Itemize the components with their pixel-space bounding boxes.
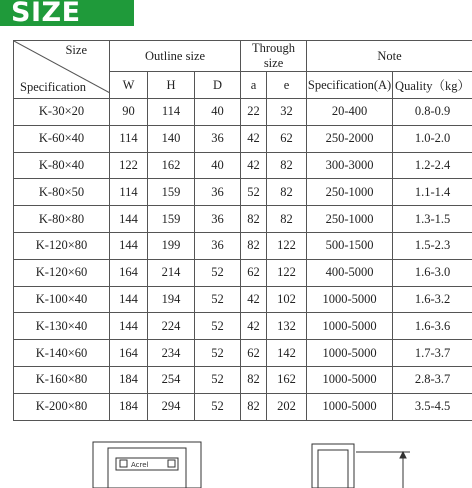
e-cell: 82 xyxy=(267,152,307,179)
e-cell: 102 xyxy=(267,286,307,313)
table-header-row-groups xyxy=(14,41,472,72)
a-cell: 62 xyxy=(241,340,267,367)
w-cell: 144 xyxy=(110,286,148,313)
d-cell: 52 xyxy=(195,313,241,340)
a-cell: 42 xyxy=(241,313,267,340)
w-cell: 164 xyxy=(110,340,148,367)
e-cell: 162 xyxy=(267,366,307,393)
quality-cell: 1.7-3.7 xyxy=(393,340,472,367)
e-cell: 32 xyxy=(267,99,307,126)
header-e: e xyxy=(267,72,307,99)
a-cell: 62 xyxy=(241,259,267,286)
w-cell: 114 xyxy=(110,179,148,206)
a-cell: 42 xyxy=(241,286,267,313)
spec-cell: K-130×40 xyxy=(14,313,110,340)
quality-cell: 1.0-2.0 xyxy=(393,125,472,152)
header-h: H xyxy=(148,72,195,99)
table-row xyxy=(14,313,472,340)
e-cell: 202 xyxy=(267,393,307,420)
h-cell: 199 xyxy=(148,232,195,259)
h-cell: 159 xyxy=(148,179,195,206)
quality-cell: 1.6-3.2 xyxy=(393,286,472,313)
d-cell: 40 xyxy=(195,99,241,126)
spec-cell: K-80×50 xyxy=(14,179,110,206)
a-cell: 52 xyxy=(241,179,267,206)
quality-cell: 1.3-1.5 xyxy=(393,206,472,233)
size-banner xyxy=(0,0,134,26)
quality-cell: 1.5-2.3 xyxy=(393,232,472,259)
current-range-cell: 20-400 xyxy=(307,99,393,126)
d-cell: 52 xyxy=(195,259,241,286)
corner-header-cell xyxy=(14,41,110,99)
device-logo-mark: Acrel xyxy=(131,461,149,469)
spec-cell: K-80×80 xyxy=(14,206,110,233)
header-note: Note xyxy=(307,41,472,72)
e-cell: 122 xyxy=(267,259,307,286)
e-cell: 142 xyxy=(267,340,307,367)
current-range-cell: 300-3000 xyxy=(307,152,393,179)
a-cell: 82 xyxy=(241,206,267,233)
size-spec-table xyxy=(13,40,472,421)
a-cell: 42 xyxy=(241,125,267,152)
current-range-cell: 1000-5000 xyxy=(307,313,393,340)
quality-cell: 1.2-2.4 xyxy=(393,152,472,179)
current-range-cell: 1000-5000 xyxy=(307,366,393,393)
quality-cell: 3.5-4.5 xyxy=(393,393,472,420)
h-cell: 194 xyxy=(148,286,195,313)
d-cell: 52 xyxy=(195,286,241,313)
current-range-cell: 1000-5000 xyxy=(307,340,393,367)
table-row xyxy=(14,152,472,179)
d-cell: 52 xyxy=(195,393,241,420)
h-cell: 224 xyxy=(148,313,195,340)
spec-cell: K-80×40 xyxy=(14,152,110,179)
w-cell: 164 xyxy=(110,259,148,286)
h-cell: 114 xyxy=(148,99,195,126)
header-outline-size: Outline size xyxy=(110,41,241,72)
spec-cell: K-120×80 xyxy=(14,232,110,259)
table-row xyxy=(14,259,472,286)
table-row xyxy=(14,179,472,206)
d-cell: 36 xyxy=(195,179,241,206)
w-cell: 114 xyxy=(110,125,148,152)
e-cell: 82 xyxy=(267,179,307,206)
d-cell: 52 xyxy=(195,366,241,393)
table-row xyxy=(14,340,472,367)
w-cell: 144 xyxy=(110,313,148,340)
dimension-drawings xyxy=(0,430,472,488)
current-range-cell: 1000-5000 xyxy=(307,286,393,313)
spec-cell: K-140×60 xyxy=(14,340,110,367)
current-range-cell: 250-2000 xyxy=(307,125,393,152)
spec-cell: K-60×40 xyxy=(14,125,110,152)
d-cell: 36 xyxy=(195,206,241,233)
header-a: a xyxy=(241,72,267,99)
h-cell: 140 xyxy=(148,125,195,152)
banner-title: SIZE xyxy=(11,0,81,28)
current-range-cell: 500-1500 xyxy=(307,232,393,259)
quality-cell: 0.8-0.9 xyxy=(393,99,472,126)
header-quality-kg: Quality（kg） xyxy=(393,72,472,99)
header-d: D xyxy=(195,72,241,99)
h-cell: 214 xyxy=(148,259,195,286)
table-row xyxy=(14,99,472,126)
e-cell: 132 xyxy=(267,313,307,340)
current-range-cell: 1000-5000 xyxy=(307,393,393,420)
quality-cell: 2.8-3.7 xyxy=(393,366,472,393)
corner-size-label: Size xyxy=(65,43,87,57)
a-cell: 82 xyxy=(241,366,267,393)
d-cell: 40 xyxy=(195,152,241,179)
spec-cell: K-100×40 xyxy=(14,286,110,313)
h-cell: 234 xyxy=(148,340,195,367)
current-range-cell: 250-1000 xyxy=(307,179,393,206)
header-specification-a: Specification(A) xyxy=(307,72,393,99)
spec-cell: K-30×20 xyxy=(14,99,110,126)
spec-cell: K-160×80 xyxy=(14,366,110,393)
a-cell: 82 xyxy=(241,393,267,420)
h-cell: 159 xyxy=(148,206,195,233)
d-cell: 36 xyxy=(195,232,241,259)
front-view-drawing xyxy=(93,442,201,488)
side-view-drawing xyxy=(312,444,410,488)
w-cell: 144 xyxy=(110,206,148,233)
table-row xyxy=(14,125,472,152)
table-row xyxy=(14,286,472,313)
e-cell: 82 xyxy=(267,206,307,233)
header-through-size: Through size xyxy=(241,41,307,72)
h-cell: 254 xyxy=(148,366,195,393)
current-range-cell: 400-5000 xyxy=(307,259,393,286)
h-cell: 294 xyxy=(148,393,195,420)
e-cell: 122 xyxy=(267,232,307,259)
table-row xyxy=(14,232,472,259)
table-row xyxy=(14,393,472,420)
w-cell: 144 xyxy=(110,232,148,259)
table-row xyxy=(14,366,472,393)
spec-cell: K-200×80 xyxy=(14,393,110,420)
a-cell: 82 xyxy=(241,232,267,259)
w-cell: 90 xyxy=(110,99,148,126)
corner-specification-label: Specification xyxy=(20,80,86,94)
a-cell: 42 xyxy=(241,152,267,179)
spec-cell: K-120×60 xyxy=(14,259,110,286)
d-cell: 36 xyxy=(195,125,241,152)
a-cell: 22 xyxy=(241,99,267,126)
e-cell: 62 xyxy=(267,125,307,152)
current-range-cell: 250-1000 xyxy=(307,206,393,233)
table-row xyxy=(14,206,472,233)
quality-cell: 1.1-1.4 xyxy=(393,179,472,206)
header-w: W xyxy=(110,72,148,99)
d-cell: 52 xyxy=(195,340,241,367)
quality-cell: 1.6-3.6 xyxy=(393,313,472,340)
w-cell: 184 xyxy=(110,366,148,393)
w-cell: 184 xyxy=(110,393,148,420)
quality-cell: 1.6-3.0 xyxy=(393,259,472,286)
w-cell: 122 xyxy=(110,152,148,179)
h-cell: 162 xyxy=(148,152,195,179)
